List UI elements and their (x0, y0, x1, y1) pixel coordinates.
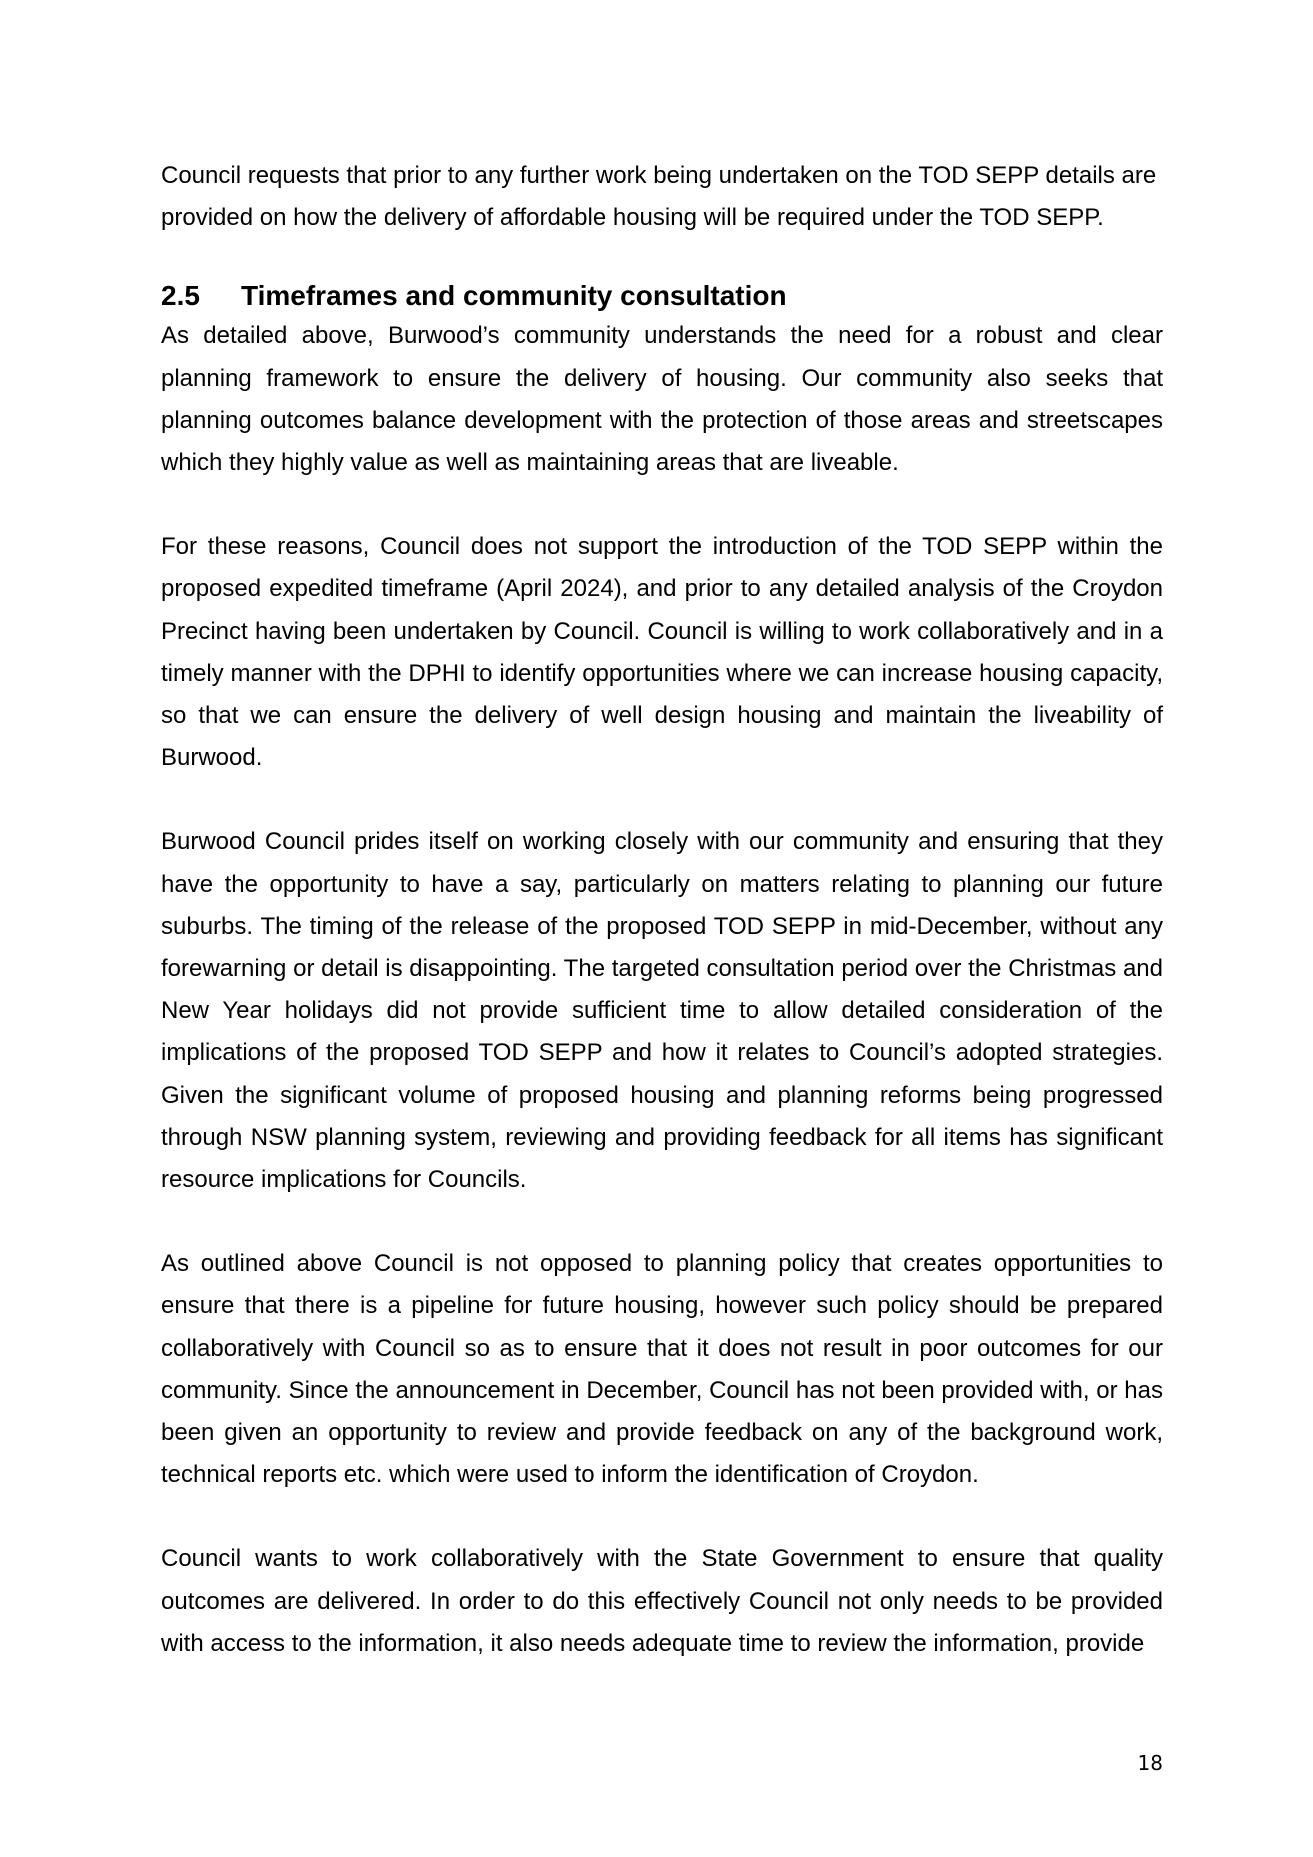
paragraph-community-needs: As detailed above, Burwood’s community understands the need for a robust and clear planning framework to ensure the delivery of housing. Our community also seeks that planning outcomes balance development with the protection of those areas and streetscapes which they highly value as well as maintaining areas that are liveable. (161, 322, 1163, 477)
paragraph-consultation: Burwood Council prides itself on working closely with our community and ensuring that they have the opportunity to have a say, particularly on matters relating to planning our future suburbs. The timing of the release of the proposed TOD SEPP in mid-December, without any forewarning or detail is disappointing. The targeted consultation period over the Christmas and New Year holidays did not provide sufficient time to allow detailed consideration of the implications of the proposed TOD SEPP and how it relates to Council’s adopted strategies. Given the significant volume of proposed housing and planning reforms being progressed through NSW planning system, reviewing and providing feedback for all items has significant resource implications for Councils. (161, 828, 1163, 1194)
page-number: 18 (1137, 1751, 1163, 1775)
section-title: Timeframes and community consultation (241, 280, 787, 312)
section-heading (161, 277, 1163, 315)
page-content (161, 155, 1163, 1665)
paragraph-state-government: Council wants to work collaboratively with the State Government to ensure that quality outcomes are delivered. In order to do this effectively Council not only needs to be provided with access to the information, it also needs adequate time to review the information, provide (161, 1545, 1163, 1657)
intro-paragraph: Council requests that prior to any further work being undertaken on the TOD SEPP details are provided on how the delivery of affordable housing will be required under the TOD SEPP. (161, 162, 1157, 232)
section-number: 2.5 (161, 280, 200, 312)
paragraph-timeframe-position: For these reasons, Council does not support the introduction of the TOD SEPP within the proposed expedited timeframe (April 2024), and prior to any detailed analysis of the Croydon Precinct having been undertaken by Council. Council is willing to work collaboratively and in a timely manner with the DPHI to identify opportunities where we can increase housing capacity, so that we can ensure the delivery of well design housing and maintain the liveability of Burwood. (161, 533, 1163, 772)
paragraph-collaboration: As outlined above Council is not opposed to planning policy that creates opportunities to ensure that there is a pipeline for future housing, however such policy should be prepared collaboratively with Council so as to ensure that it does not result in poor outcomes for our community. Since the announcement in December, Council has not been provided with, or has been given an opportunity to review and provide feedback on any of the background work, technical reports etc. which were used to inform the identification of Croydon. (161, 1250, 1163, 1489)
